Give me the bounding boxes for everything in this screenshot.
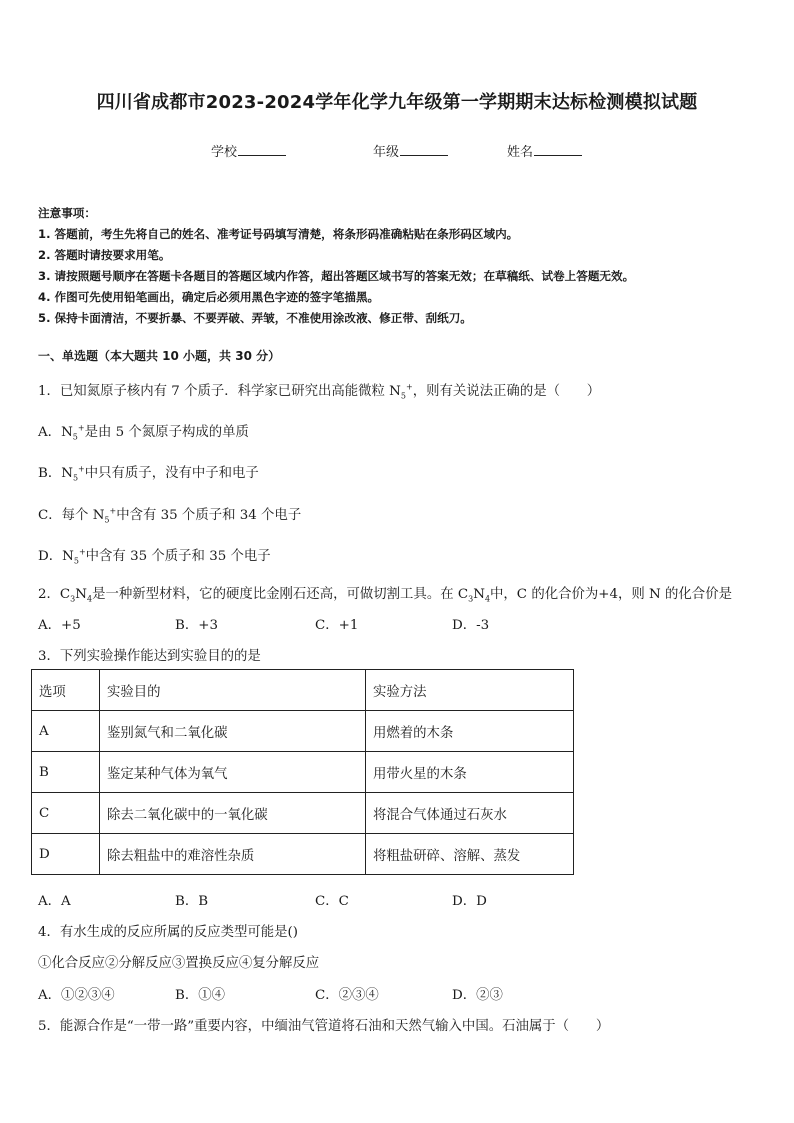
question-2-option-a[interactable]: A．+5	[38, 618, 81, 633]
table-cell: 将粗盐研碎、溶解、蒸发	[366, 834, 574, 875]
note-item: 3. 请按照题号顺序在答题卡各题目的答题区域内作答，超出答题区域书写的答案无效；在草稿纸、试卷上答题无效。	[38, 269, 635, 283]
table-cell: C	[32, 793, 100, 834]
name-blank[interactable]	[534, 143, 582, 156]
question-1-stem: 1．已知氮原子核内有 7 个质子．科学家已研究出高能微粒 $N_5^+$，则有关说法正确的是（ ）	[38, 382, 601, 401]
question-5-stem: 5．能源合作是“一带一路”重要内容，中缅油气管道将石油和天然气输入中国。石油属于（ ）	[38, 1019, 610, 1034]
table-cell: A	[32, 711, 100, 752]
school-label: 学校	[211, 145, 238, 160]
table-cell: 用燃着的木条	[366, 711, 574, 752]
table-header-cell: 实验目的	[100, 670, 366, 711]
question-3-option-c[interactable]: C．C	[315, 894, 349, 909]
exam-notes	[38, 203, 634, 329]
table-header-cell: 实验方法	[366, 670, 574, 711]
question-4-option-c[interactable]: C．②③④	[315, 988, 379, 1003]
question-3-option-d[interactable]: D．D	[452, 894, 487, 909]
section-heading: 一、单选题（本大题共 10 小题，共 30 分）	[38, 349, 281, 363]
table-cell: 鉴定某种气体为氧气	[100, 752, 366, 793]
table-row	[32, 752, 574, 793]
grade-blank[interactable]	[400, 143, 448, 156]
question-4-option-d[interactable]: D．②③	[452, 988, 503, 1003]
table-cell: 鉴别氮气和二氧化碳	[100, 711, 366, 752]
grade-field[interactable]	[373, 141, 448, 160]
table-row	[32, 711, 574, 752]
table-cell: 除去粗盐中的难溶性杂质	[100, 834, 366, 875]
table-header-cell: 选项	[32, 670, 100, 711]
grade-label: 年级	[373, 145, 400, 160]
school-blank[interactable]	[238, 143, 286, 156]
question-4-stem: 4．有水生成的反应所属的反应类型可能是()	[38, 925, 298, 940]
note-item: 5. 保持卡面清洁，不要折暴、不要弄破、弄皱，不准使用涂改液、修正带、刮纸刀。	[38, 311, 472, 325]
notes-heading: 注意事项：	[38, 206, 96, 220]
question-2-stem: 2．$C_3N_4$是一种新型材料，它的硬度比金刚石还高，可做切割工具。在 $C_3N_4$中，C 的化合价为+4，则 N 的化合价是	[38, 587, 732, 604]
question-1-option-d[interactable]: D．$N_5^+$中含有 35 个质子和 35 个电子	[38, 547, 271, 566]
question-1-option-b[interactable]: B．$N_5^+$中只有质子，没有中子和电子	[38, 464, 259, 483]
table-cell: 用带火星的木条	[366, 752, 574, 793]
question-3-option-a[interactable]: A．A	[38, 894, 71, 909]
note-item: 2. 答题时请按要求用笔。	[38, 248, 171, 262]
table-cell: D	[32, 834, 100, 875]
question-1-option-a[interactable]: A．$N_5^+$是由 5 个氮原子构成的单质	[38, 423, 249, 442]
question-4-option-b[interactable]: B．①④	[175, 988, 226, 1003]
note-item: 1. 答题前，考生先将自己的姓名、准考证号码填写清楚，将条形码准确粘贴在条形码区域内。	[38, 227, 519, 241]
table-row	[32, 793, 574, 834]
school-field[interactable]	[211, 141, 286, 160]
table-cell: B	[32, 752, 100, 793]
table-cell: 除去二氧化碳中的一氧化碳	[100, 793, 366, 834]
question-3-option-b[interactable]: B．B	[175, 894, 209, 909]
question-4-option-a[interactable]: A．①②③④	[38, 988, 115, 1003]
note-item: 4. 作图可先使用铅笔画出，确定后必须用黑色字迹的签字笔描黑。	[38, 290, 380, 304]
name-label: 姓名	[507, 145, 534, 160]
table-header-row	[32, 670, 574, 711]
name-field[interactable]	[507, 141, 582, 160]
question-3-stem: 3．下列实验操作能达到实验目的的是	[38, 649, 261, 664]
question-4-choices: ①化合反应②分解反应③置换反应④复分解反应	[38, 956, 320, 971]
question-2-option-b[interactable]: B．+3	[175, 618, 218, 633]
table-row	[32, 834, 574, 875]
experiment-table	[31, 669, 574, 875]
question-1-option-c[interactable]: C．每个 $N_5^+$中含有 35 个质子和 34 个电子	[38, 506, 302, 525]
exam-title: 四川省成都市2023-2024学年化学九年级第一学期期末达标检测模拟试题	[96, 92, 698, 113]
question-2-option-c[interactable]: C．+1	[315, 618, 359, 633]
table-cell: 将混合气体通过石灰水	[366, 793, 574, 834]
question-2-option-d[interactable]: D．-3	[452, 618, 490, 633]
